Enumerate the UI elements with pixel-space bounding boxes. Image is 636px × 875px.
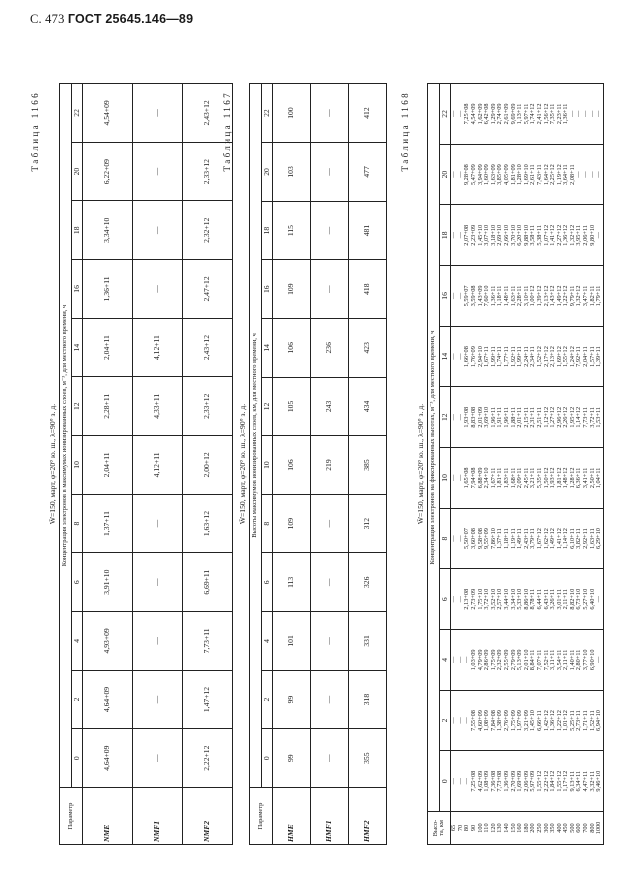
cell: — (311, 143, 349, 202)
cell: — (311, 553, 349, 612)
values-column: — — 9,28+08 5,47+09 3,94+09 1,60+09 1,63+09 3,85+09 4,05+09 1,81+09 1,28+10 1,69+10 2,61+11 7,43+11 1,64+12 2,25+12 1,19+12 3,64+11 2,08+11 — — — — (451, 144, 604, 205)
cell: 481 (349, 201, 387, 260)
hour-cell: 2 (261, 670, 273, 729)
cell: 1,47+12 (183, 670, 233, 729)
cell: 6,22+09 (83, 142, 133, 201)
cell: 4,64+09 (83, 670, 133, 729)
values-column: — — 1,65+08 7,94+08 6,88+09 2,34+10 1,67+11 1,81+11 1,83+11 1,68+11 2,09+11 2,45+11 3,21+11 5,35+11 1,50+12 1,93+12 1,81+12 1,48+12 1,28+12 6,36+11 3,41+11 2,50+11 1,04+11 (451, 448, 604, 509)
hour-cell: 12 (439, 387, 451, 448)
hour-cell: 4 (71, 612, 83, 671)
cell: 2,33+12 (183, 377, 233, 436)
cell: 2,22+12 (183, 729, 233, 788)
hour-cell: 12 (71, 377, 83, 436)
hour-cell: 6 (261, 553, 273, 612)
values-column: — — 5,59+07 3,59+08 1,43+09 7,60+10 1,36+11 1,18+11 1,48+11 1,63+11 2,28+11 3,10+11 1,00+12 1,39+12 2,13+12 1,43+12 1,49+12 1,22+12 9,79+11 1,32+12 3,47+11 1,82+11 1,79+11 (451, 266, 604, 327)
values-column: — — — 7,25+08 4,62+09 1,08+09 7,36+08 7,73+08 1,36+09 2,70+09 1,69+09 2,06+09 5,97+09 1,55+12 2,22+12 1,84+12 1,55+12 1,17+12 9,13+11 6,34+11 4,47+11 3,32+11 9,46+10 (451, 751, 604, 812)
rotated-content (30, 83, 615, 845)
param-header: Параметр (60, 788, 83, 845)
row-param: HME (273, 788, 311, 845)
cell: 6,69+11 (183, 553, 233, 612)
span-header: Высоты максимумов ионизированных слоев, км, для местного времени, ч (250, 84, 262, 788)
cell: 109 (273, 494, 311, 553)
hour-cell: 10 (261, 436, 273, 495)
table-row (183, 84, 233, 845)
table-1168-block (400, 83, 604, 845)
values-column: — — 1,66+08 1,76+09 2,94+10 1,67+11 1,99+11 1,74+11 1,77+11 1,92+11 1,99+11 2,24+11 2,34+11 1,52+12 2,17+12 2,13+12 1,69+12 1,55+12 1,24+12 7,92+11 2,04+11 1,57+11 1,39+11 (451, 326, 604, 387)
cell: 236 (311, 319, 349, 378)
cell: 4,12+11 (133, 436, 183, 495)
cell: 4,12+11 (133, 318, 183, 377)
hour-cell: 18 (261, 201, 273, 260)
cell: 2,28+11 (83, 377, 133, 436)
table-row (349, 84, 387, 845)
span-header: Концентрация электронов на фиксированных высотах, м⁻³, для местного времени, ч (428, 84, 440, 812)
cell: 103 (273, 143, 311, 202)
table-row (311, 84, 349, 845)
table-1166-title: W̄=150, март, φ=20° ю. ш., λ=90° з. д. (48, 403, 57, 525)
hour-cell: 10 (71, 436, 83, 495)
table-1166-block (32, 83, 233, 845)
values-column: — — 5,50+07 3,60+08 9,58+08 9,55+09 7,86+10 1,37+11 1,18+11 1,19+11 1,49+11 2,43+11 3,79+11 1,67+12 1,62+12 1,49+12 1,41+12 1,14+12 6,10+11 3,82+11 2,92+11 1,63+11 6,29+10 (451, 508, 604, 569)
cell: 418 (349, 260, 387, 319)
hour-cell: 0 (261, 729, 273, 788)
hour-cell: 12 (261, 377, 273, 436)
hour-cell: 20 (261, 143, 273, 202)
hours-row (71, 84, 83, 845)
table-row (451, 84, 604, 845)
cell: 243 (311, 377, 349, 436)
values-column: — — 2,07+08 2,23+09 1,45+10 3,07+10 3,18+10 2,69+10 2,66+10 3,70+10 6,20+10 9,88+10 3,58+11 5,38+11 1,07+12 1,41+12 2,27+12 1,36+12 1,32+12 3,95+11 2,06+11 9,80+10 — (451, 205, 604, 266)
hour-cell: 10 (439, 448, 451, 509)
hour-cell: 20 (439, 144, 451, 205)
cell: 113 (273, 553, 311, 612)
cell: 2,47+12 (183, 260, 233, 319)
hour-cell: 16 (439, 266, 451, 327)
cell: — (311, 729, 349, 788)
cell: 331 (349, 612, 387, 671)
table-1167 (249, 83, 387, 845)
cell: 4,64+09 (83, 729, 133, 788)
row-param: HMF2 (349, 788, 387, 845)
cell: 101 (273, 612, 311, 671)
hours-row (261, 84, 273, 845)
cell: — (133, 670, 183, 729)
cell: 318 (349, 670, 387, 729)
cell: 99 (273, 729, 311, 788)
cell: 4,54+09 (83, 84, 133, 143)
cell: — (133, 201, 183, 260)
table-1166 (59, 83, 233, 845)
hour-cell: 6 (71, 553, 83, 612)
hour-cell: 14 (261, 319, 273, 378)
page-number: С. 473 (30, 12, 65, 26)
cell: 434 (349, 377, 387, 436)
cell: 477 (349, 143, 387, 202)
table-1167-block (222, 83, 387, 845)
hour-cell: 18 (71, 201, 83, 260)
cell: 2,43+12 (183, 84, 233, 143)
hour-cell: 22 (261, 84, 273, 143)
hour-cell: 20 (71, 142, 83, 201)
cell: 412 (349, 84, 387, 143)
hour-cell: 16 (261, 260, 273, 319)
cell: 99 (273, 670, 311, 729)
hour-cell: 2 (439, 690, 451, 751)
page-header (30, 12, 193, 27)
values-column: — — 2,13+08 2,73+09 1,75+10 3,72+10 3,52+10 2,57+10 3,44+10 3,34+10 5,33+10 8,86+10 8,78+11 6,44+11 6,43+11 3,26+11 3,01+11 2,11+11 8,82+10 6,73+10 5,27+10 6,40+10 — (451, 569, 604, 630)
cell: 2,04+11 (83, 436, 133, 495)
cell: 312 (349, 494, 387, 553)
cell: 423 (349, 319, 387, 378)
cell: 3,34+10 (83, 201, 133, 260)
span-header: Концентрация электронов в максимумах ионизированных слоев, м⁻³, для местного времени, ч (60, 84, 72, 788)
cell: 4,93+09 (83, 612, 133, 671)
row-param: NME (83, 788, 133, 845)
height-header: Высо- та, км (428, 812, 451, 845)
cell: 385 (349, 436, 387, 495)
cell: 100 (273, 84, 311, 143)
hour-cell: 6 (439, 569, 451, 630)
hour-cell: 18 (439, 205, 451, 266)
cell: 106 (273, 436, 311, 495)
table-1167-title: W̄=150, март, φ=20° ю. ш., λ=90° з. д. (238, 403, 247, 525)
row-param: NMF2 (183, 788, 233, 845)
values-column: — — 1,93+08 8,83+08 2,01+09 3,69+10 1,96+11 1,91+11 1,96+11 1,88+11 2,01+11 2,15+11 2,31+11 2,51+11 1,12+12 1,27+12 2,96+12 2,26+12 1,95+12 1,14+12 7,73+11 3,72+11 1,53+11 (451, 387, 604, 448)
heights-column: 65 70 80 90 100 110 120 130 140 150 160 180 200 250 300 350 400 450 500 600 700 800 1000 (451, 812, 604, 845)
hour-cell: 14 (439, 326, 451, 387)
cell: 7,73+11 (183, 612, 233, 671)
standard-code: ГОСТ 25645.146—89 (67, 12, 194, 26)
cell: 1,37+11 (83, 494, 133, 553)
cell: 109 (273, 260, 311, 319)
table-1166-label: Таблица 1166 (30, 91, 40, 172)
cell: 355 (349, 729, 387, 788)
cell: — (133, 612, 183, 671)
cell: 2,00+12 (183, 436, 233, 495)
cell: 115 (273, 201, 311, 260)
row-param: NMF1 (133, 788, 183, 845)
table-row (83, 84, 133, 845)
cell: — (133, 142, 183, 201)
cell: — (311, 670, 349, 729)
cell: 2,43+12 (183, 318, 233, 377)
table-1168-title: W̄=150, март, φ=20° ю. ш., λ=90° з. д. (416, 403, 425, 525)
cell: — (133, 494, 183, 553)
cell: — (311, 84, 349, 143)
table-row (273, 84, 311, 845)
cell: — (311, 260, 349, 319)
cell: 2,33+12 (183, 142, 233, 201)
values-column: — — — 1,03+09 4,79+09 2,86+09 1,75+09 2,32+09 2,55+09 2,79+09 5,13+09 2,01+10 8,84+11 7,07+11 7,52+11 3,11+11 3,54+11 2,11+11 1,40+11 2,80+11 3,77+10 6,90+10 — (451, 630, 604, 691)
cell: 219 (311, 436, 349, 495)
hour-cell: 4 (439, 630, 451, 691)
cell: 326 (349, 553, 387, 612)
table-1168-label: Таблица 1168 (400, 91, 410, 172)
cell: 3,91+10 (83, 553, 133, 612)
hour-cell: 22 (439, 84, 451, 145)
cell: — (133, 260, 183, 319)
cell: — (311, 494, 349, 553)
row-param: HMF1 (311, 788, 349, 845)
cell: — (311, 612, 349, 671)
cell: — (133, 729, 183, 788)
hour-cell: 4 (261, 612, 273, 671)
cell: 1,36+11 (83, 260, 133, 319)
hour-cell: 8 (71, 494, 83, 553)
cell: 2,04+11 (83, 318, 133, 377)
hour-cell: 22 (71, 84, 83, 143)
cell: 2,32+12 (183, 201, 233, 260)
table-1168 (427, 83, 604, 845)
cell: 1,63+12 (183, 494, 233, 553)
table-row (133, 84, 183, 845)
values-column: — — 7,25+08 4,54+09 1,62+09 6,42+08 1,29+09 2,74+09 2,61+09 9,69+09 1,13+11 5,97+11 1,74+12 2,41+12 1,56+12 7,35+11 2,23+11 1,36+11 — — — — — (451, 84, 604, 145)
hour-cell: 8 (439, 508, 451, 569)
hours-row (439, 84, 451, 845)
hour-cell: 0 (71, 729, 83, 788)
cell: 106 (273, 319, 311, 378)
table-1167-label: Таблица 1167 (222, 91, 232, 172)
cell: — (311, 201, 349, 260)
hour-cell: 8 (261, 494, 273, 553)
hour-cell: 16 (71, 260, 83, 319)
hour-cell: 14 (71, 318, 83, 377)
cell: 4,33+11 (133, 377, 183, 436)
hour-cell: 0 (439, 751, 451, 812)
cell: — (133, 84, 183, 143)
cell: 105 (273, 377, 311, 436)
values-column: — — — 7,55+08 4,60+09 1,08+09 7,84+08 1,38+09 2,76+09 1,75+09 1,97+09 3,21+09 1,45+10 6,66+11 1,42+12 1,36+12 1,22+12 1,01+12 5,25+11 2,73+11 1,71+11 1,52+11 6,94+10 (451, 690, 604, 751)
param-header: Параметр (250, 788, 273, 845)
hour-cell: 2 (71, 670, 83, 729)
cell: — (133, 553, 183, 612)
